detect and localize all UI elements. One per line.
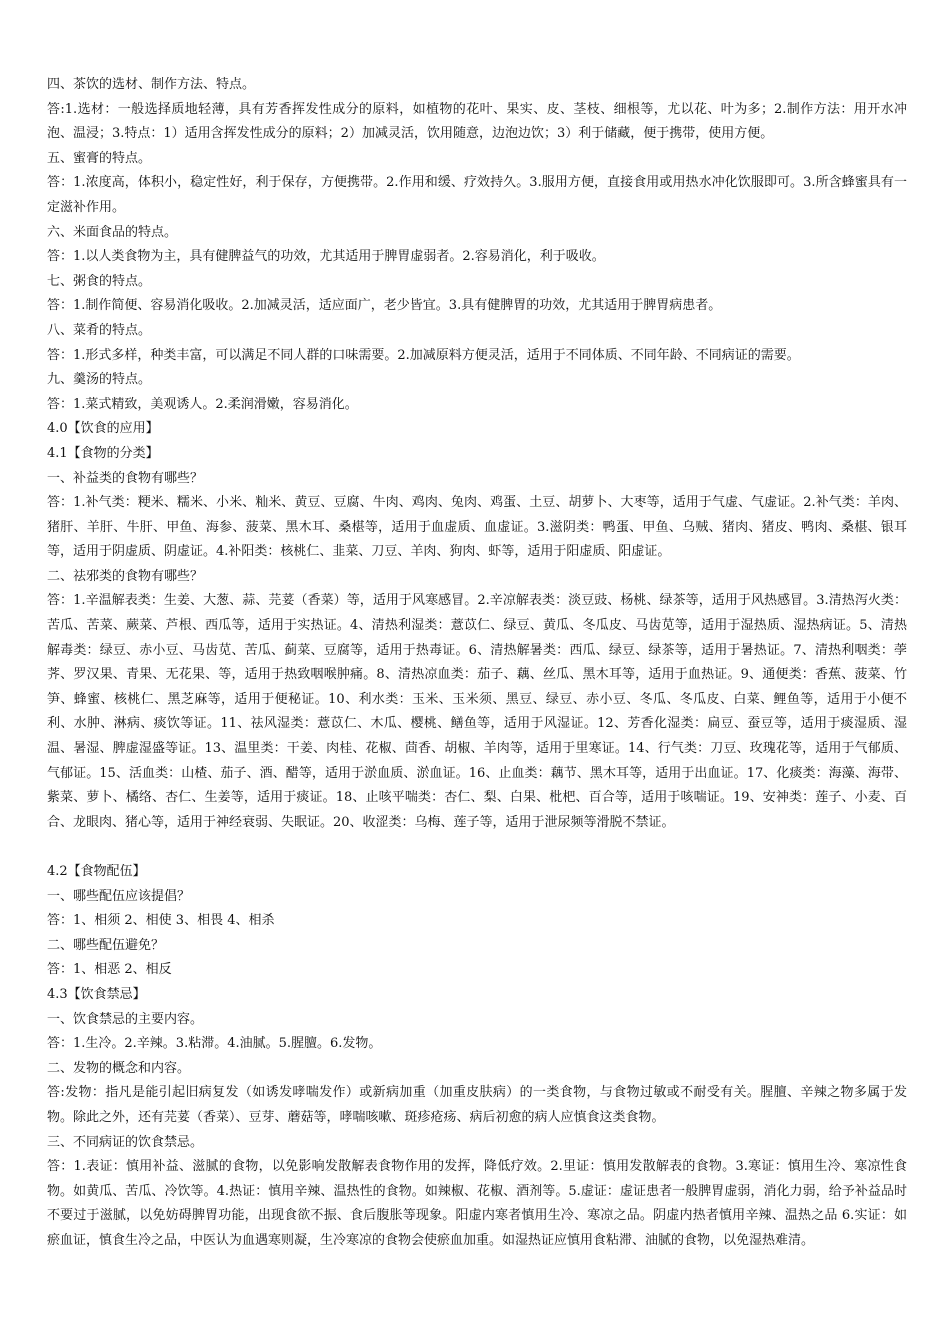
heading-rice-flour-food: 六、米面食品的特点。: [47, 224, 178, 240]
section-heading-4-1: 4.1【食物的分类】: [47, 445, 159, 461]
question-syndrome-taboos: 三、不同病证的饮食禁忌。: [47, 1134, 204, 1150]
answer-tea-drinks: 答:1.选材：一般选择质地轻薄，具有芳香挥发性成分的原料，如植物的花叶、果实、皮、茎枝、细根等，尤以花、叶为多；2.制作方法：用开水冲泡、温浸；3.特点：1）适用含挥发性成分的原料；2）加减灵活，饮用随意，边泡边饮；3）利于储藏，便于携带，使用方便。: [47, 101, 907, 142]
answer-pathogen-foods: 答：1.辛温解表类：生姜、大葱、蒜、芫荽（香菜）等，适用于风寒感冒。2.辛凉解表类：淡豆豉、杨桃、绿茶等，适用于风热感冒。3.清热泻火类：苦瓜、苦菜、蕨菜、芦根、西瓜等，适用于实热证。4、清热利湿类：薏苡仁、绿豆、黄瓜、冬瓜皮、马齿苋等，适用于湿热质、湿热病证。5、清热解毒类：绿豆、赤小豆、马齿苋、苦瓜、蓟菜、豆腐等，适用于热毒证。6、清热解暑类：西瓜、绿豆、绿茶等，适用于暑热证。7、清热利咽类：荸荠、罗汉果、青果、无花果、等，适用于热致咽喉肿痛。8、清热凉血类：茄子、藕、丝瓜、黑木耳等，适用于血热证。9、通便类：香蕉、菠菜、竹笋、蜂蜜、核桃仁、黑芝麻等，适用于便秘证。10、利水类：玉米、玉米须、黑豆、绿豆、赤小豆、冬瓜、冬瓜皮、白菜、鲤鱼等，适用于小便不利、水肿、淋病、痰饮等证。11、祛风湿类：薏苡仁、木瓜、樱桃、鳝鱼等，适用于风湿证。12、芳香化湿类：扁豆、蚕豆等，适用于痰湿质、湿温、暑湿、脾虚湿盛等证。13、温里类：干姜、肉桂、花椒、茴香、胡椒、羊肉等，适用于里寒证。14、行气类：刀豆、玫瑰花等，适用于气郁质、气郁证。15、活血类：山楂、茄子、酒、醋等，适用于淤血质、淤血证。16、止血类：藕节、黑木耳等，适用于出血证。17、化痰类：海藻、海带、紫菜、萝卜、橘络、杏仁、生姜等，适用于痰证。18、止咳平喘类：杏仁、梨、白果、枇杷、百合等，适用于咳喘证。19、安神类：莲子、小麦、百合、龙眼肉、猪心等，适用于神经衰弱、失眠证。20、收涩类：乌梅、莲子等，适用于泄尿频等滑脱不禁证。: [47, 593, 907, 830]
answer-recommended-combinations: 答：1、相须 2、相使 3、相畏 4、相杀: [47, 913, 275, 929]
answer-porridge: 答：1.制作简便、容易消化吸收。2.加减灵活，适应面广，老少皆宜。3.具有健脾胃的功效，尤其适用于脾胃病患者。: [47, 298, 722, 314]
heading-dishes: 八、菜肴的特点。: [47, 322, 152, 338]
question-recommended-combinations: 一、哪些配伍应该提倡？: [47, 888, 191, 904]
question-avoided-combinations: 二、哪些配伍避免？: [47, 937, 165, 953]
section-heading-4-3: 4.3【饮食禁忌】: [47, 986, 146, 1002]
heading-honey-paste: 五、蜜膏的特点。: [47, 150, 152, 166]
answer-syndrome-taboos: 答：1.表证：慎用补益、滋腻的食物，以免影响发散解表食物作用的发挥，降低疗效。2.里证：慎用发散解表的食物。3.寒证：慎用生冷、寒凉性食物。如黄瓜、苦瓜、冷饮等。4.热证：慎用辛辣、温热性的食物。如辣椒、花椒、酒剂等。5.虚证：虚证患者一般脾胃虚弱，消化力弱，给予补益品时不要过于滋腻，以免妨碍脾胃功能，出现食欲不振、食后腹胀等现象。阳虚内寒者慎用生冷、寒凉之品。阴虚内热者慎用辛辣、温热之品 6.实证：如瘀血证，慎食生冷之品，中医认为血遇寒则凝，生冷寒凉的食物会使瘀血加重。如湿热证应慎用食粘滞、油腻的食物，以免湿热难清。: [47, 1159, 907, 1248]
answer-honey-paste: 答：1.浓度高，体积小，稳定性好，利于保存，方便携带。2.作用和缓、疗效持久。3.服用方便，直接食用或用热水冲化饮服即可。3.所含蜂蜜具有一定滋补作用。: [47, 175, 907, 215]
question-pathogen-foods: 二、祛邪类的食物有哪些？: [47, 568, 204, 584]
answer-tonic-foods: 答：1.补气类：粳米、糯米、小米、籼米、黄豆、豆腐、牛肉、鸡肉、兔肉、鸡蛋、土豆、胡萝卜、大枣等，适用于气虚、气虚证。2.补气类：羊肉、猪肝、羊肝、牛肝、甲鱼、海参、菠菜、黑木耳、桑椹等，适用于血虚质、血虚证。3.滋阴类：鸭蛋、甲鱼、乌贼、猪肉、猪皮、鸭肉、桑椹、银耳等，适用于阴虚质、阴虚证。4.补阳类：核桃仁、韭菜、刀豆、羊肉、狗肉、虾等，适用于阳虚质、阳虚证。: [47, 495, 907, 560]
answer-avoided-combinations: 答：1、相恶 2、相反: [47, 962, 172, 978]
question-tonic-foods: 一、补益类的食物有哪些？: [47, 470, 204, 486]
document-page: [47, 73, 907, 1254]
heading-soup: 九、羹汤的特点。: [47, 372, 152, 388]
question-taboo-content: 一、饮食禁忌的主要内容。: [47, 1011, 204, 1027]
answer-dishes: 答：1.形式多样，种类丰富，可以满足不同人群的口味需要。2.加减原料方便灵活，适用于不同体质、不同年龄、不同病证的需要。: [47, 347, 800, 363]
answer-trigger-foods: 答:发物：指凡是能引起旧病复发（如诱发哮喘发作）或新病加重（加重皮肤病）的一类食物，与食物过敏或不耐受有关。腥膻、辛辣之物多属于发物。除此之外，还有芫荽（香菜）、豆芽、蘑菇等，哮喘咳嗽、斑疹疮疡、病后初愈的病人应慎食这类食物。: [47, 1085, 907, 1125]
answer-rice-flour-food: 答：1.以人类食物为主，具有健脾益气的功效，尤其适用于脾胃虚弱者。2.容易消化，利于吸收。: [47, 249, 605, 265]
heading-tea-drinks: 四、茶饮的选材、制作方法、特点。: [47, 77, 256, 92]
answer-soup: 答：1.菜式精致，美观诱人。2.柔润滑嫩，容易消化。: [47, 396, 358, 412]
section-heading-4-2: 4.2【食物配伍】: [47, 864, 146, 879]
section-heading-4-0: 4.0【饮食的应用】: [47, 421, 159, 437]
question-trigger-foods: 二、发物的概念和内容。: [47, 1060, 191, 1076]
blank-line: [47, 835, 907, 860]
heading-porridge: 七、粥食的特点。: [47, 273, 152, 289]
answer-taboo-content: 答：1.生冷。2.辛辣。3.粘滞。4.油腻。5.腥膻。6.发物。: [47, 1036, 382, 1052]
